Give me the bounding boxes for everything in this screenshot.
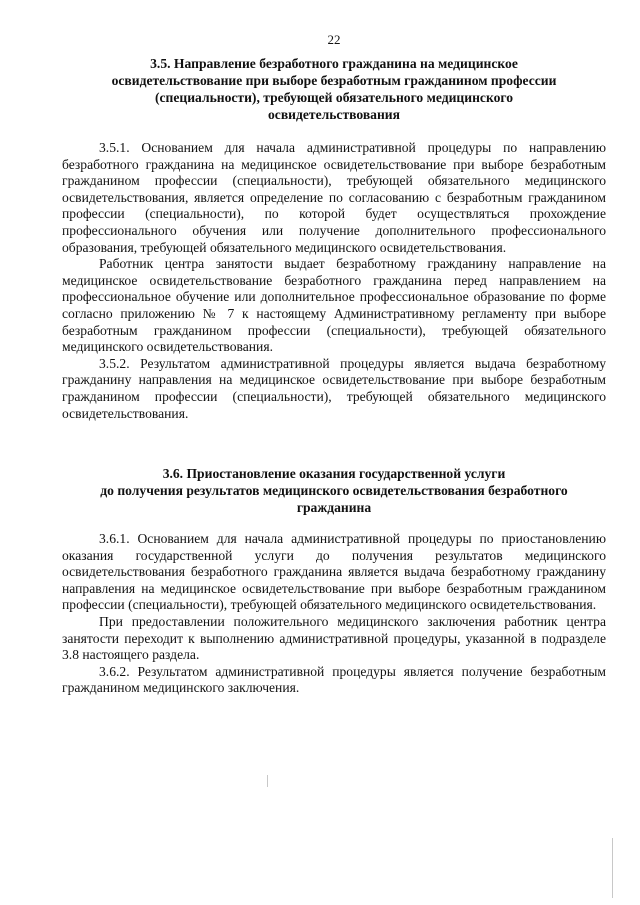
section-3-6-title-line: 3.6. Приостановление оказания государственной услуги (162, 466, 506, 481)
scan-artifact-line (612, 838, 613, 898)
paragraph-3-6-1-cont: При предоставлении положительного медицинского заключения работник центра занятости переходит к выполнению административной процедуры, указанной в подразделе 3.8 настоящего раздела. (62, 613, 606, 663)
section-3-6-title-line: до получения результатов медицинского освидетельствования безработного (100, 483, 568, 498)
section-3-5-title-line: 3.5. Направление безработного гражданина на медицинское (150, 56, 518, 71)
paragraph-3-5-1-cont: Работник центра занятости выдает безработному гражданину направление на медицинское освидетельствование безработного гражданина перед направлением на профессиональное обучение или дополнительное профессиональное образование по форме согласно приложению № 7 к настоящему Административному регламенту при выборе безработным гражданином профессии (специальности), требующей обязательного медицинского освидетельствования. (62, 256, 606, 355)
paragraph-3-6-1: 3.6.1. Основанием для начала административной процедуры по приостановлению оказания государственной услуги до получения результатов медицинского освидетельствования безработного гражданина является выдача безработному гражданину направления на медицинское освидетельствование при выборе безработным гражданином профессии (специальности), требующей обязательного медицинского освидетельствования. (62, 531, 606, 613)
page-number: 22 (327, 32, 341, 47)
section-3-5-title (62, 55, 606, 123)
section-3-5-body (62, 140, 606, 422)
paragraph-3-5-2: 3.5.2. Результатом административной процедуры является выдача безработному гражданину направления на медицинское освидетельствование при выборе безработным гражданином профессии (специальности), требующей обязательного медицинского освидетельствования. (62, 355, 606, 421)
paragraph-3-5-1: 3.5.1. Основанием для начала административной процедуры по направлению безработного гражданина на медицинское освидетельствование при выборе безработным гражданином профессии (специальности), требующей обязательного медицинского освидетельствования, является определение по согласованию с безработным гражданином профессии (специальности), по которой будет осуществляться прохождение профессионального обучения или получение дополнительного профессионального образования, требующей обязательного медицинского освидетельствования. (62, 140, 606, 255)
paragraph-3-6-2: 3.6.2. Результатом административной процедуры является получение безработным гражданином медицинского заключения. (62, 663, 606, 696)
scan-artifact-line (267, 775, 268, 787)
section-3-5-title-line: освидетельствования (267, 107, 400, 122)
section-3-6-title (62, 465, 606, 516)
section-3-5-title-line: (специальности), требующей обязательного медицинского (154, 90, 514, 105)
section-3-6-body (62, 531, 606, 697)
section-3-5-title-line: освидетельствование при выборе безработным гражданином профессии (111, 73, 557, 88)
section-3-6-title-line: гражданина (296, 500, 372, 515)
